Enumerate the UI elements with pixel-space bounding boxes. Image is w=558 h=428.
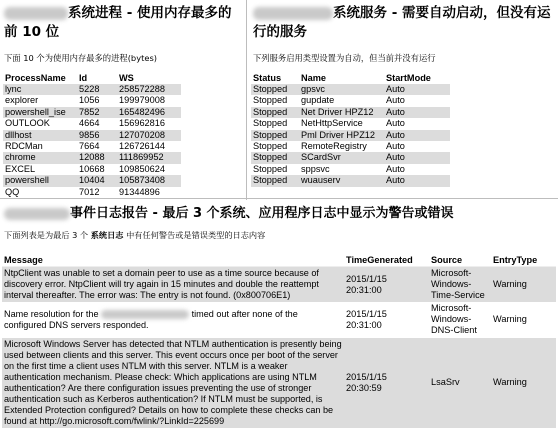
table-row: explorer 1056 199979008 — [3, 95, 181, 106]
table-row: EXCEL 10668 109850624 — [3, 164, 181, 175]
redacted-hostname — [253, 7, 333, 20]
col-timegenerated: TimeGenerated — [344, 254, 429, 267]
event-source: Microsoft-Windows-Time-Service — [429, 267, 491, 303]
table-row: lync 5228 258572288 — [3, 84, 181, 95]
col-name: Name — [299, 72, 384, 84]
table-row: Stopped NetHttpService Auto — [251, 118, 450, 129]
table-row: dllhost 9856 127070208 — [3, 130, 181, 141]
service-panel — [246, 0, 558, 197]
table-row: RDCMan 7664 126726144 — [3, 141, 181, 152]
event-type: Warning — [491, 267, 556, 303]
redacted-hostname — [4, 7, 68, 20]
redacted-domain — [101, 310, 189, 319]
table-row: OUTLOOK 4664 156962816 — [3, 118, 181, 129]
col-entrytype: EntryType — [491, 254, 556, 267]
event-table — [2, 254, 556, 428]
service-subtitle: 下列服务启用类型设置为自动，但当前并没有运行 — [253, 52, 436, 64]
redacted-hostname — [4, 208, 70, 220]
event-title — [4, 202, 454, 221]
table-row: Stopped Net Driver HPZ12 Auto — [251, 107, 450, 118]
table-row — [2, 267, 556, 303]
table-row: Stopped gpsvc Auto — [251, 84, 450, 95]
col-processname: ProcessName — [3, 72, 77, 84]
table-row: QQ 7012 91344896 — [3, 187, 181, 197]
event-type: Warning — [491, 338, 556, 428]
service-table — [251, 72, 450, 187]
table-row: powershell 10404 105873408 — [3, 175, 181, 186]
event-time: 2015/1/15 20:31:00 — [344, 302, 429, 337]
process-subtitle: 下面 10 个为使用内存最多的进程(bytes) — [4, 52, 157, 64]
table-row: chrome 12088 111869952 — [3, 152, 181, 163]
event-source: LsaSrv — [429, 338, 491, 428]
col-message: Message — [2, 254, 344, 267]
process-title — [4, 4, 242, 42]
service-title — [253, 4, 553, 42]
process-rows — [3, 84, 181, 197]
event-rows — [2, 267, 556, 428]
table-row — [2, 302, 556, 337]
event-message: Name resolution for the timed out after none of the configured DNS servers responded. — [2, 302, 344, 337]
event-title-text: 事件日志报告 - 最后 3 个系统、应用程序日志中显示为警告或错误 — [70, 206, 454, 221]
process-table — [3, 72, 181, 197]
event-message: NtpClient was unable to set a domain peer to use as a time source because of discovery error. NtpClient will try again in 15 minutes and double the reattempt interval thereafter. The error was: The entry is not found. (0x800706E1) — [2, 267, 344, 303]
table-row: Stopped SCardSvr Auto — [251, 152, 450, 163]
col-source: Source — [429, 254, 491, 267]
event-subtitle: 下面列表是为最后 3 个 系统日志 中有任何警告或是错误类型的日志内容 — [4, 230, 265, 241]
event-message: Microsoft Windows Server has detected that NTLM authentication is presently being used between clients and this server. This event occurs once per boot of the server on the first time a client uses NTLM with this server. NTLM is a weaker authentication mechanism. Please check: Which applications are using NTLM authentication? Are there configuration issues preventing the use of stronger authentication such as Kerberos authentication? If NTLM must be supported, is Extended Protection configured? Details on how to complete these checks can be found at http://go.microsoft.com/fwlink/?LinkId=225699 — [2, 338, 344, 428]
col-id: Id — [77, 72, 117, 84]
horizontal-divider — [0, 198, 558, 199]
event-source: Microsoft-Windows-DNS-Client — [429, 302, 491, 337]
service-title-text: 系统服务 - 需要自动启动，但没有运行的服务 — [253, 5, 551, 40]
table-row: Stopped Pml Driver HPZ12 Auto — [251, 130, 450, 141]
process-panel — [0, 0, 246, 197]
table-row: powershell_ise 7852 165482496 — [3, 107, 181, 118]
col-status: Status — [251, 72, 299, 84]
event-type: Warning — [491, 302, 556, 337]
table-row: Stopped gupdate Auto — [251, 95, 450, 106]
col-startmode: StartMode — [384, 72, 450, 84]
process-title-text: 系统进程 - 使用内存最多的前 10 位 — [4, 5, 232, 40]
event-time: 2015/1/15 20:30:59 — [344, 338, 429, 428]
table-row: Stopped RemoteRegistry Auto — [251, 141, 450, 152]
table-row: Stopped sppsvc Auto — [251, 164, 450, 175]
table-row — [2, 338, 556, 428]
col-ws: WS — [117, 72, 181, 84]
service-rows — [251, 84, 450, 187]
event-time: 2015/1/15 20:31:00 — [344, 267, 429, 303]
table-row: Stopped wuauserv Auto — [251, 175, 450, 186]
